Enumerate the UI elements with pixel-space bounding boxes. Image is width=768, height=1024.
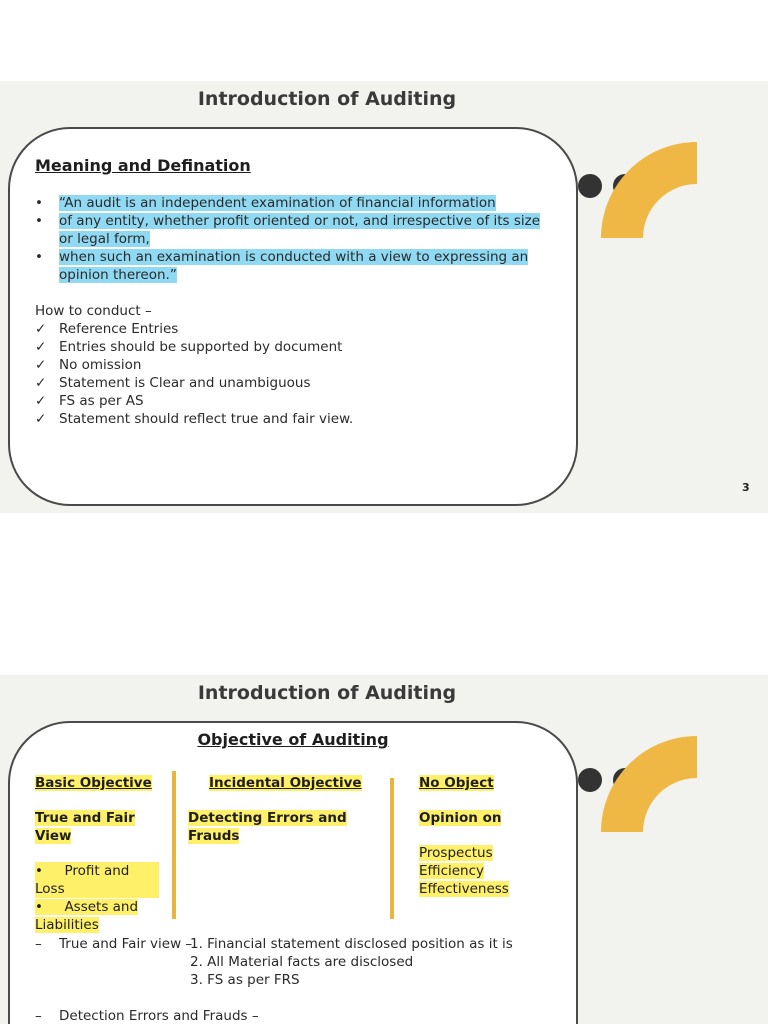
column-subheader: Detecting Errors and Frauds: [188, 810, 347, 844]
slide-meaning: [0, 81, 768, 513]
list-item: Effectiveness: [419, 881, 509, 897]
check-item: ✓ No omission: [35, 357, 142, 373]
check-item: ✓ Statement should reflect true and fair view.: [35, 411, 354, 427]
definition-bullets: [35, 194, 555, 284]
list-item: – Detection Errors and Frauds –: [35, 1008, 259, 1024]
list-item: • when such an examination is conducted with a view to expressing an opinion thereon.”: [35, 249, 529, 283]
check-item: ✓ Reference Entries: [35, 321, 179, 337]
list-item: 2. All Material facts are disclosed: [190, 954, 414, 970]
column-divider: [390, 778, 394, 919]
check-icon: ✓: [35, 393, 47, 409]
column-subheader: Opinion on: [419, 810, 502, 826]
no-object-column: [419, 774, 569, 898]
check-icon: ✓: [35, 357, 47, 373]
column-header: Incidental Objective: [209, 775, 362, 791]
decor-arc-icon: [601, 736, 697, 832]
decor-dot: [578, 174, 602, 198]
slide-title: Introduction of Auditing: [197, 88, 457, 110]
check-icon: ✓: [35, 411, 47, 427]
list-item: • of any entity, whether profit oriented or not, and irrespective of its size or legal form,: [35, 213, 541, 247]
section-heading: Objective of Auditing: [197, 730, 389, 749]
check-item: ✓ FS as per AS: [35, 393, 144, 409]
check-item: ✓ Statement is Clear and unambiguous: [35, 375, 311, 391]
check-icon: ✓: [35, 339, 47, 355]
incidental-objective-column: [188, 774, 393, 845]
content-bubble: [8, 127, 578, 506]
column-divider: [172, 771, 176, 919]
explanation-list: [35, 1007, 259, 1024]
list-item: Prospectus: [419, 845, 493, 861]
list-item: • “An audit is an independent examination of financial information: [35, 195, 496, 211]
page-number: 3: [742, 481, 750, 494]
list-item: • Profit and Loss: [35, 862, 159, 898]
decor-arc-icon: [601, 142, 697, 238]
content-bubble: [8, 721, 578, 1024]
list-item: • Assets and Liabilities: [35, 899, 139, 933]
list-item: – True and Fair view –: [35, 936, 193, 952]
explanation-list: [35, 935, 192, 953]
basic-objective-column: [35, 774, 165, 934]
check-icon: ✓: [35, 375, 47, 391]
list-item: 3. FS as per FRS: [190, 972, 300, 988]
check-icon: ✓: [35, 321, 47, 337]
column-subheader: True and Fair View: [35, 810, 135, 844]
list-item: Efficiency: [419, 863, 485, 879]
decor-dot: [578, 768, 602, 792]
column-header: No Object: [419, 775, 494, 791]
checklist: [35, 320, 353, 428]
list-item: 1. Financial statement disclosed position as it is: [190, 936, 513, 952]
how-to-conduct-label: How to conduct –: [35, 303, 152, 319]
slide-title: Introduction of Auditing: [197, 682, 457, 704]
section-heading: Meaning and Defination: [35, 156, 251, 175]
check-item: ✓ Entries should be supported by document: [35, 339, 343, 355]
tfv-points: [190, 935, 513, 989]
column-header: Basic Objective: [35, 775, 152, 791]
slide-objective: [0, 675, 768, 1024]
